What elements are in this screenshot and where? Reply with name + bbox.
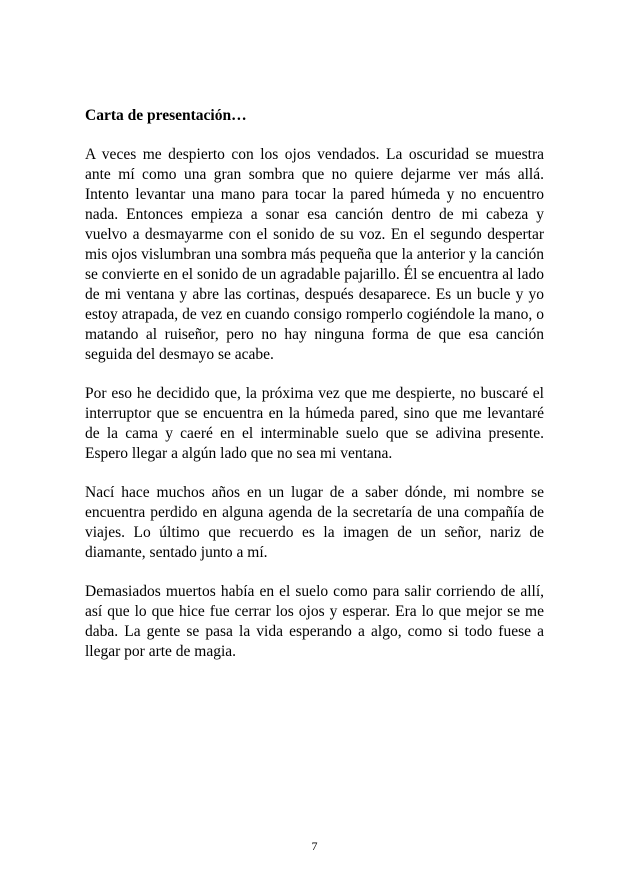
page-content [85,106,544,681]
page-number: 7 [311,839,318,853]
paragraph-4: Demasiados muertos había en el suelo como para salir corriendo de allí, así que lo que hice fue cerrar los ojos y esperar. Era lo que mejor se me daba. La gente se pasa la vida esperando a algo, como si todo fuese a llegar por arte de magia. [85,583,544,660]
paragraph-1: A veces me despierto con los ojos vendados. La oscuridad se muestra ante mí como una gran sombra que no quiere dejarme ver más allá. Intento levantar una mano para tocar la pared húmeda y no encuentro nada. Entonces empieza a sonar esa canción dentro de mi cabeza y vuelvo a desmayarme con el sonido de su voz. En el segundo despertar mis ojos vislumbran una sombra más pequeña que la anterior y la canción se convierte en el sonido de un agradable pajarillo. Él se encuentra al lado de mi ventana y abre las cortinas, después desaparece. Es un bucle y yo estoy atrapada, de vez en cuando consigo romperlo cogiéndole la mano, o matando al ruiseñor, pero no hay ninguna forma de que esa canción seguida del desmayo se acabe. [85,146,544,363]
document-title: Carta de presentación… [85,107,247,124]
paragraph-3: Nací hace muchos años en un lugar de a saber dónde, mi nombre se encuentra perdido en alguna agenda de la secretaría de una compañía de viajes. Lo último que recuerdo es la imagen de un señor, nariz de diamante, sentado junto a mí. [85,484,544,561]
paragraph-2: Por eso he decidido que, la próxima vez que me despierte, no buscaré el interruptor que se encuentra en la húmeda pared, sino que me levantaré de la cama y caeré en el interminable suelo que se adivina presente. Espero llegar a algún lado que no sea mi ventana. [85,385,544,462]
